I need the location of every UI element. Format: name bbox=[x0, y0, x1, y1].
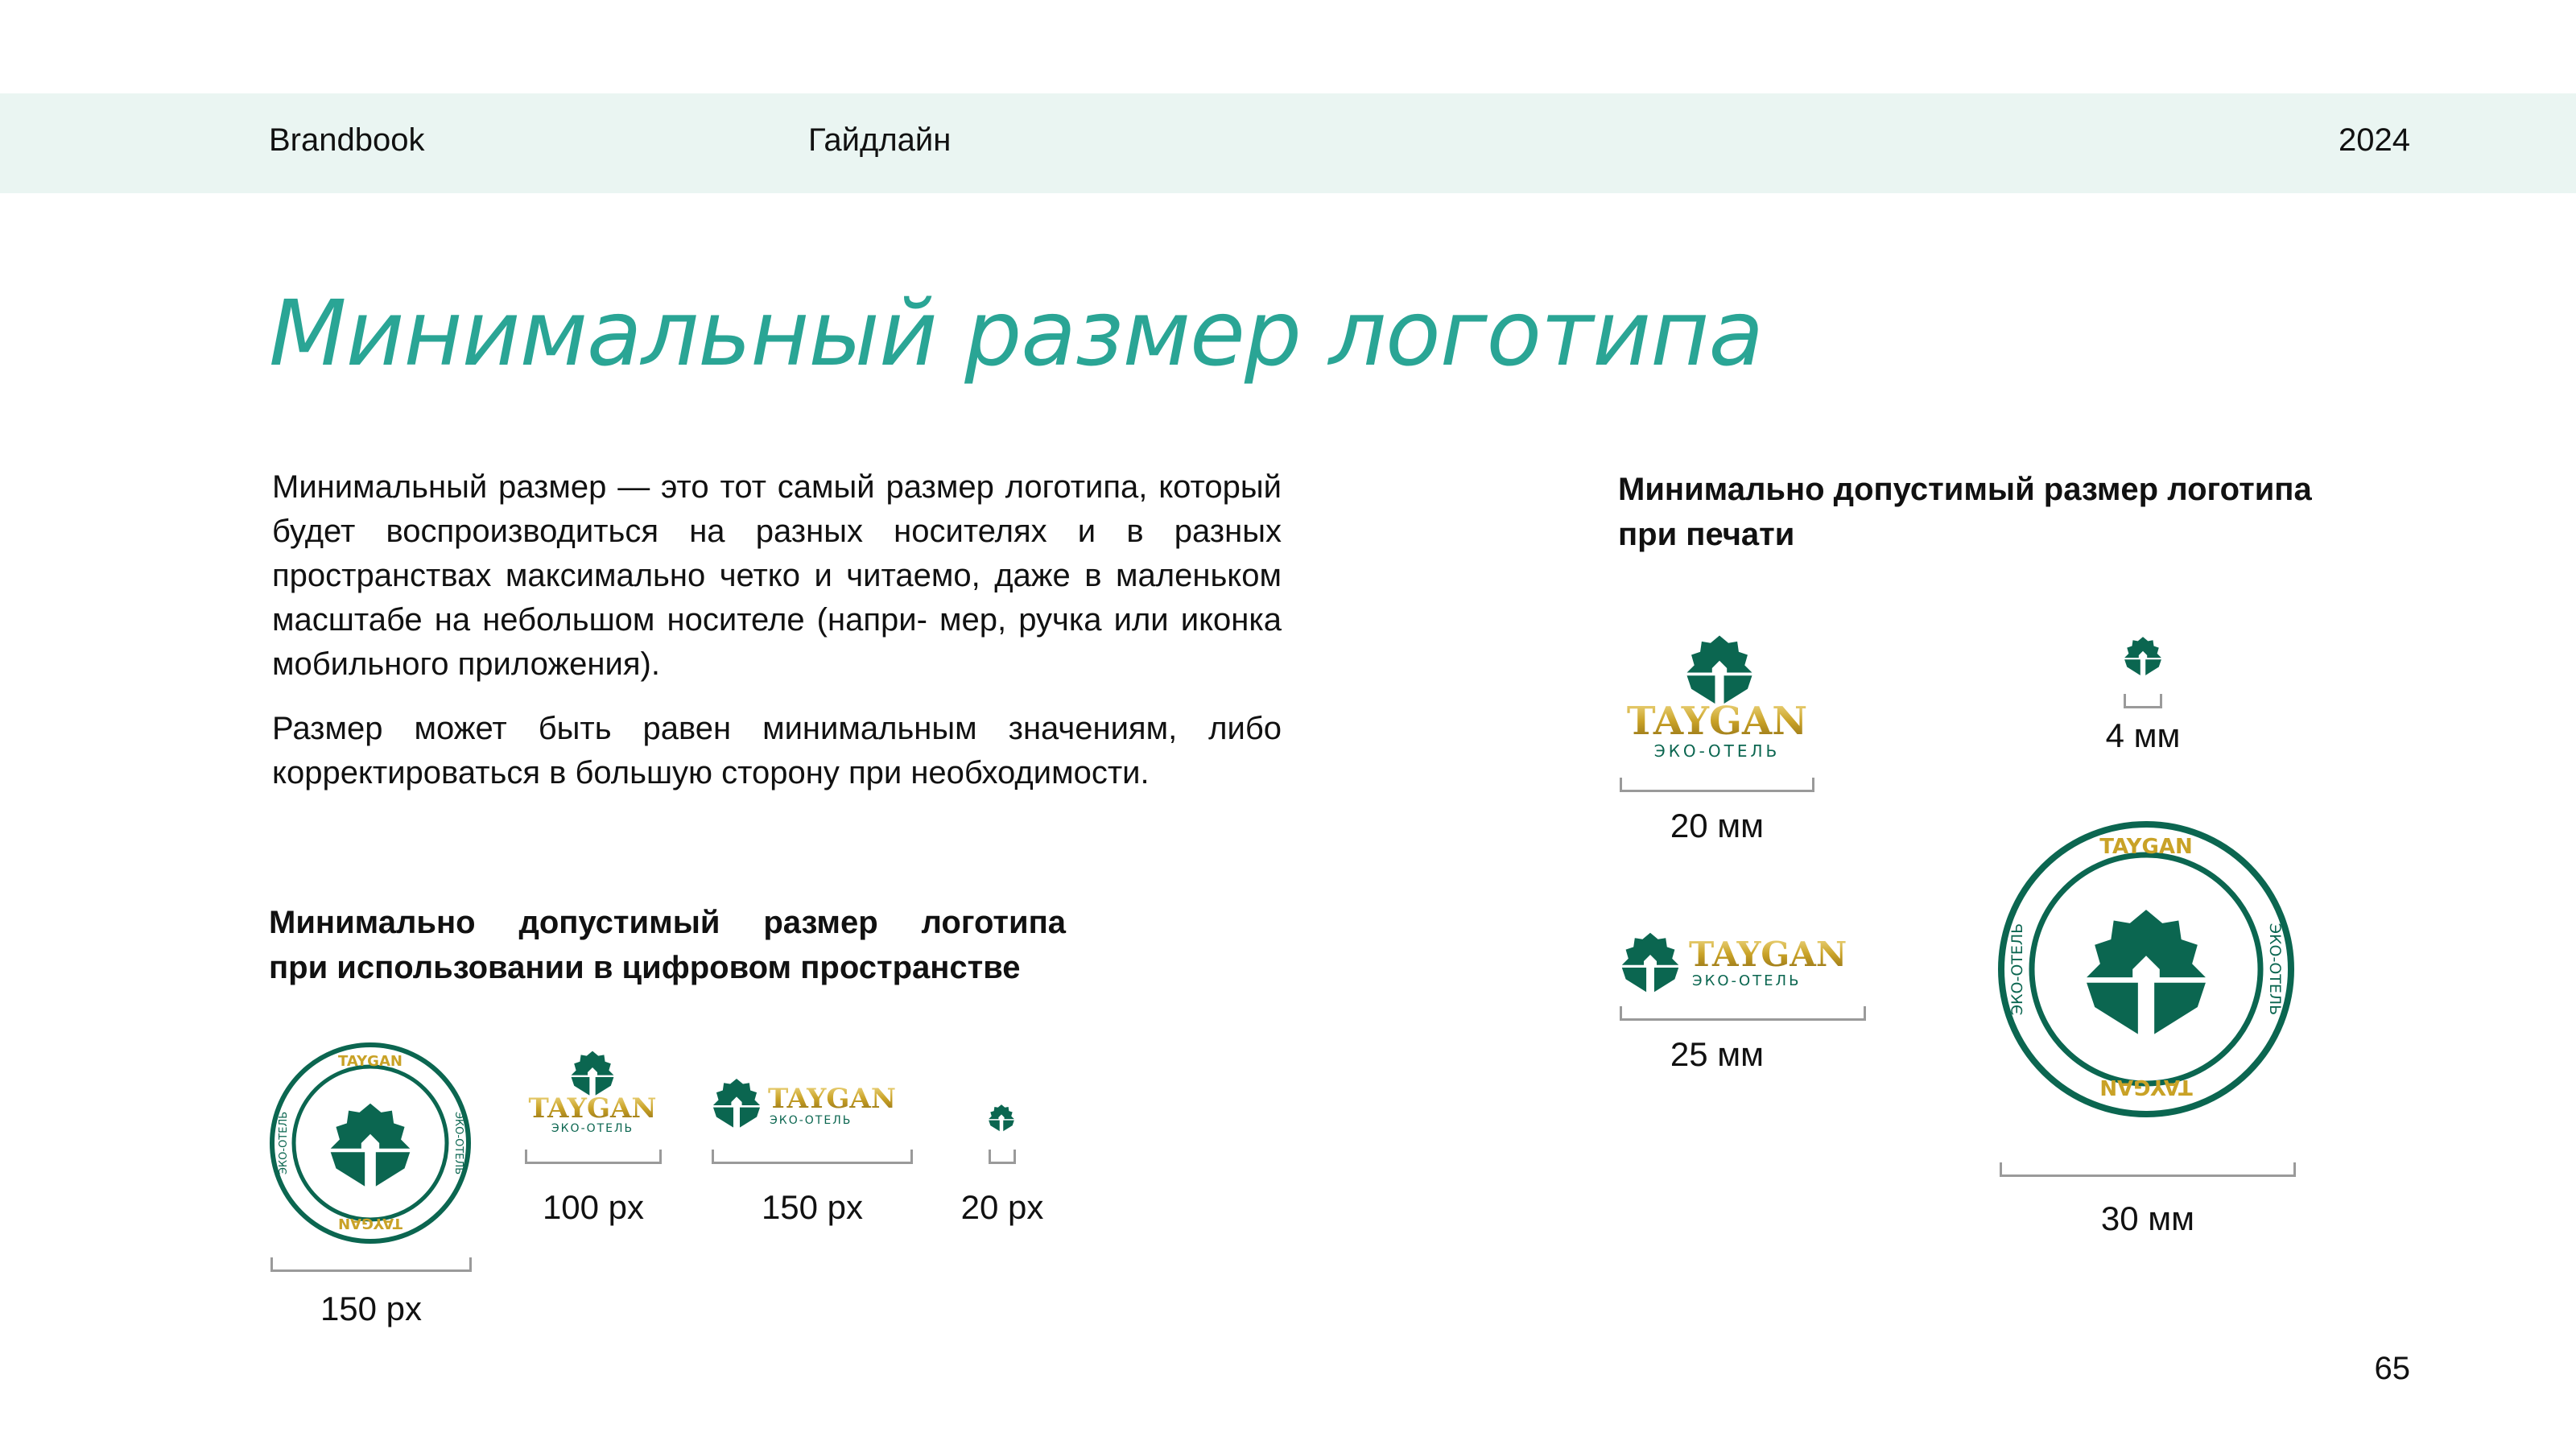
digital-size-2: 100 px bbox=[542, 1188, 645, 1226]
round-logo-right-tagline: ЭКО-ОТЕЛЬ bbox=[452, 1111, 464, 1175]
dimension-bracket bbox=[712, 1150, 913, 1164]
print-vertical-tagline: ЭКО-ОТЕЛЬ bbox=[1653, 741, 1781, 761]
digital-heading-line1: Минимально допустимый размер логотипа bbox=[269, 905, 1066, 940]
print-horizontal-tagline: ЭКО-ОТЕЛЬ bbox=[1692, 972, 1802, 989]
print-heading-line2: при печати bbox=[1618, 517, 1795, 552]
print-round-bottom-word: TAYGAN bbox=[2099, 1075, 2193, 1099]
print-heading-line1: Минимально допустимый размер логотипа bbox=[1618, 472, 2312, 507]
intro-paragraph-1: Минимальный размер — это тот самый размер логотипа, который будет воспроизводиться на разных носителях и в разных пространствах максимально четко и читаемо, даже в маленьком масштабе на небольшом носителе (напри- мер, ручка или иконка мобильного приложения). bbox=[272, 469, 1282, 682]
page-title: Минимальный размер логотипа bbox=[269, 282, 1763, 386]
digital-size-4: 20 px bbox=[960, 1188, 1044, 1226]
print-size-4: 30 мм bbox=[2100, 1199, 2195, 1237]
print-size-1: 20 мм bbox=[1670, 807, 1765, 844]
print-vertical-logo bbox=[1618, 631, 1816, 763]
print-round-logo bbox=[1996, 819, 2296, 1119]
header-brandbook: Brandbook bbox=[269, 122, 425, 158]
intro-paragraph-2: Размер может быть равен минимальным значениям, либо корректироваться в большую сторону при необходимости. bbox=[272, 711, 1282, 791]
vertical-logo-tagline: ЭКО-ОТЕЛЬ bbox=[551, 1122, 634, 1135]
round-logo-left-tagline: ЭКО-ОТЕЛЬ bbox=[278, 1111, 290, 1175]
dimension-bracket bbox=[2124, 694, 2162, 708]
print-round-left-tagline: ЭКО-ОТЕЛЬ bbox=[2008, 923, 2026, 1016]
digital-heading bbox=[269, 900, 1066, 990]
digital-size-3: 150 px bbox=[761, 1188, 864, 1226]
dimension-bracket bbox=[2000, 1162, 2296, 1177]
print-size-3: 25 мм bbox=[1670, 1035, 1765, 1073]
print-tiny-logo bbox=[2122, 634, 2164, 676]
header-year: 2024 bbox=[2339, 122, 2410, 158]
print-size-2: 4 мм bbox=[2105, 716, 2181, 754]
print-round-right-tagline: ЭКО-ОТЕЛЬ bbox=[2266, 923, 2284, 1016]
print-horizontal-logo bbox=[1618, 929, 1866, 993]
print-vertical-wordmark: TAYGAN bbox=[1626, 699, 1808, 744]
horizontal-logo-tagline: ЭКО-ОТЕЛЬ bbox=[770, 1114, 852, 1127]
dimension-bracket bbox=[525, 1150, 662, 1164]
print-horizontal-wordmark: TAYGAN bbox=[1689, 935, 1847, 974]
print-round-top-word: TAYGAN bbox=[2099, 835, 2193, 859]
print-heading bbox=[1618, 467, 2391, 557]
dimension-bracket bbox=[1620, 1006, 1866, 1021]
round-logo-top-word: TAYGAN bbox=[338, 1053, 402, 1070]
vertical-logo-wordmark: TAYGAN bbox=[528, 1092, 657, 1125]
round-logo-bottom-word: TAYGAN bbox=[338, 1215, 402, 1232]
digital-tiny-logo bbox=[987, 1103, 1016, 1132]
header-guideline: Гайдлайн bbox=[808, 122, 952, 158]
digital-horizontal-logo bbox=[710, 1075, 914, 1132]
page-number: 65 bbox=[2374, 1351, 2410, 1386]
dimension-bracket bbox=[1620, 778, 1814, 792]
dimension-bracket bbox=[270, 1257, 472, 1272]
dimension-bracket bbox=[989, 1150, 1016, 1164]
digital-vertical-logo bbox=[523, 1048, 662, 1135]
digital-heading-line2: при использовании в цифровом пространстве bbox=[269, 950, 1021, 985]
digital-size-1: 150 px bbox=[320, 1290, 423, 1327]
digital-round-logo bbox=[269, 1042, 472, 1245]
horizontal-logo-wordmark: TAYGAN bbox=[768, 1083, 896, 1115]
